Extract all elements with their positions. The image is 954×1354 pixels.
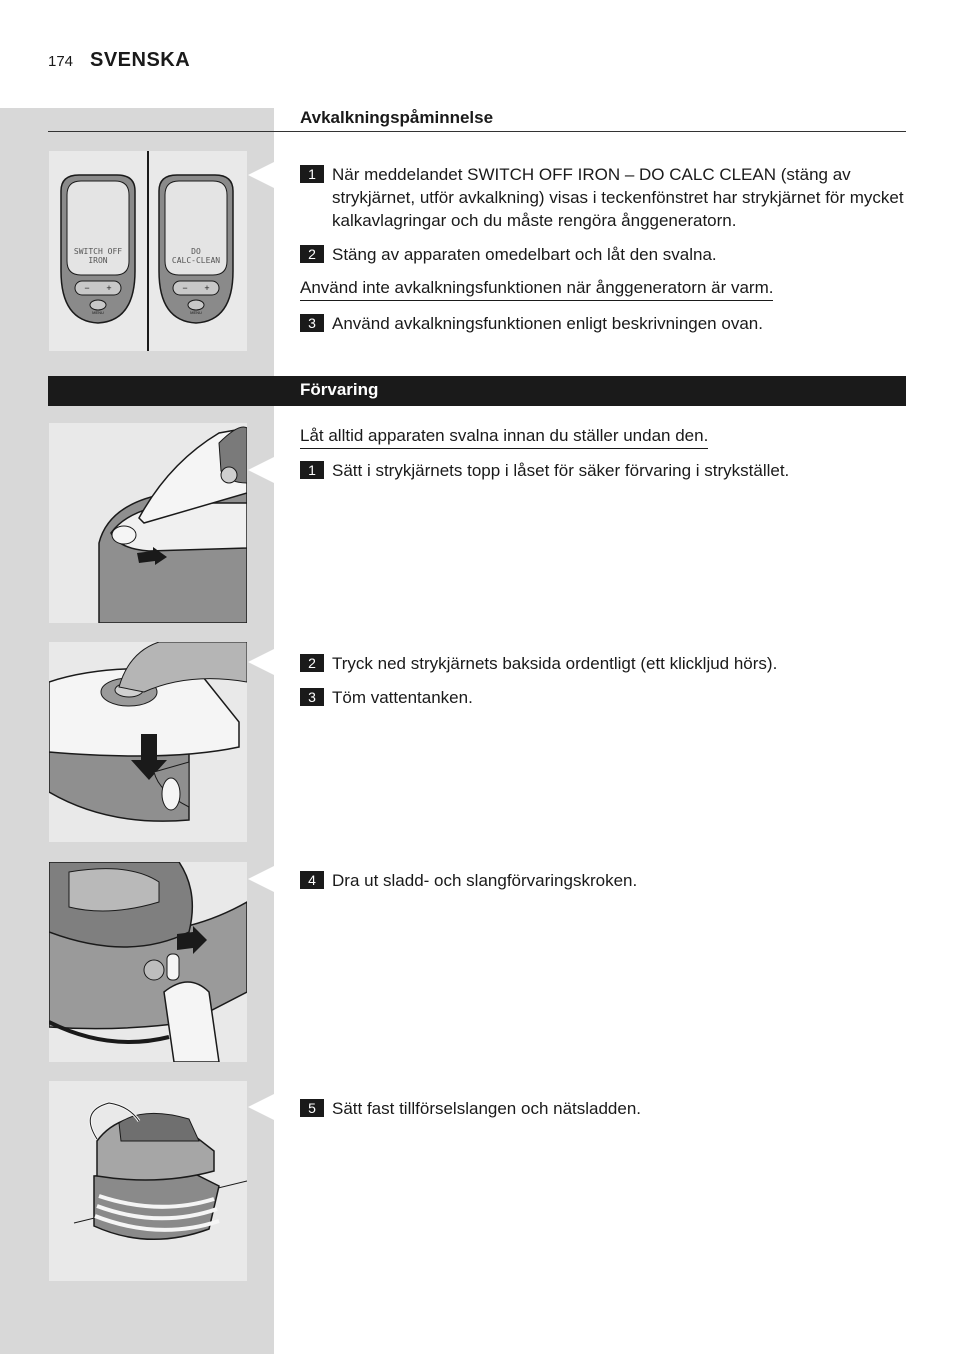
figure-press-iron-back bbox=[49, 642, 247, 842]
language-title: SVENSKA bbox=[90, 49, 191, 71]
warning-note-descale: Använd inte avkalkningsfunktionen när ånggeneratorn är varm. bbox=[300, 277, 773, 301]
step-number: 3 bbox=[300, 314, 324, 332]
display-left-line2: IRON bbox=[88, 256, 108, 265]
step-2-storage bbox=[300, 652, 905, 675]
figure-display-messages bbox=[49, 151, 247, 351]
step-text: Töm vattentanken. bbox=[332, 688, 473, 707]
step-text: Tryck ned strykjärnets baksida ordentligt (ett klickljud hörs). bbox=[332, 654, 778, 673]
figure-iron-into-lock bbox=[49, 423, 247, 623]
step-text: Dra ut sladd- och slangförvaringskroken. bbox=[332, 871, 638, 890]
figure-pointer bbox=[248, 649, 274, 675]
display-right-line2: CALC-CLEAN bbox=[171, 256, 221, 265]
section-rule bbox=[48, 131, 906, 132]
step-number: 5 bbox=[300, 1099, 324, 1117]
step-number: 1 bbox=[300, 165, 324, 183]
step-text: Använd avkalkningsfunktionen enligt beskrivningen ovan. bbox=[332, 314, 763, 333]
plus-label: + bbox=[106, 283, 112, 293]
step-text: Sätt fast tillförselslangen och nätsladden. bbox=[332, 1099, 642, 1118]
step-number: 1 bbox=[300, 461, 324, 479]
step-number: 3 bbox=[300, 688, 324, 706]
menu-label: MENU bbox=[190, 310, 202, 315]
step-3-storage bbox=[300, 686, 905, 709]
figure-pointer bbox=[248, 866, 274, 892]
step-4-storage bbox=[300, 869, 905, 892]
figure-pointer bbox=[248, 457, 274, 483]
step-3-descale bbox=[300, 312, 905, 335]
section-heading-storage: Förvaring bbox=[300, 380, 379, 399]
step-text: Sätt i strykjärnets topp i låset för säker förvaring i strykstället. bbox=[332, 461, 790, 480]
menu-label: MENU bbox=[92, 310, 104, 315]
figure-pointer bbox=[248, 162, 274, 188]
step-5-storage bbox=[300, 1097, 905, 1120]
step-1-storage bbox=[300, 459, 905, 482]
step-text: Stäng av apparaten omedelbart och låt den svalna. bbox=[332, 245, 717, 264]
step-number: 4 bbox=[300, 871, 324, 889]
figure-pointer bbox=[248, 1094, 274, 1120]
display-right-line1: DO bbox=[191, 247, 201, 256]
step-number: 2 bbox=[300, 654, 324, 672]
remote-display-left bbox=[61, 175, 135, 323]
section-bar-storage bbox=[48, 376, 906, 406]
plus-label: + bbox=[204, 283, 210, 293]
step-2-descale bbox=[300, 243, 905, 266]
figure-pull-out-hook bbox=[49, 862, 247, 1062]
section-heading-descale-reminder: Avkalkningspåminnelse bbox=[300, 108, 494, 127]
minus-label: − bbox=[182, 283, 188, 293]
page-number: 174 bbox=[48, 53, 74, 70]
display-left-line1: SWITCH OFF bbox=[73, 247, 123, 256]
step-text: När meddelandet SWITCH OFF IRON – DO CALC CLEAN (stäng av strykjärnet, utför avkalkning) visas i teckenfönstret har strykjärnet för mycket kalkavlagringar och du måste rengöra ånggeneratorn. bbox=[332, 165, 904, 230]
minus-label: − bbox=[84, 283, 90, 293]
figure-wind-cord bbox=[49, 1081, 247, 1281]
step-number: 2 bbox=[300, 245, 324, 263]
step-1-descale bbox=[300, 163, 905, 232]
remote-display-right bbox=[159, 175, 233, 323]
safety-note-storage: Låt alltid apparaten svalna innan du ställer undan den. bbox=[300, 425, 708, 449]
